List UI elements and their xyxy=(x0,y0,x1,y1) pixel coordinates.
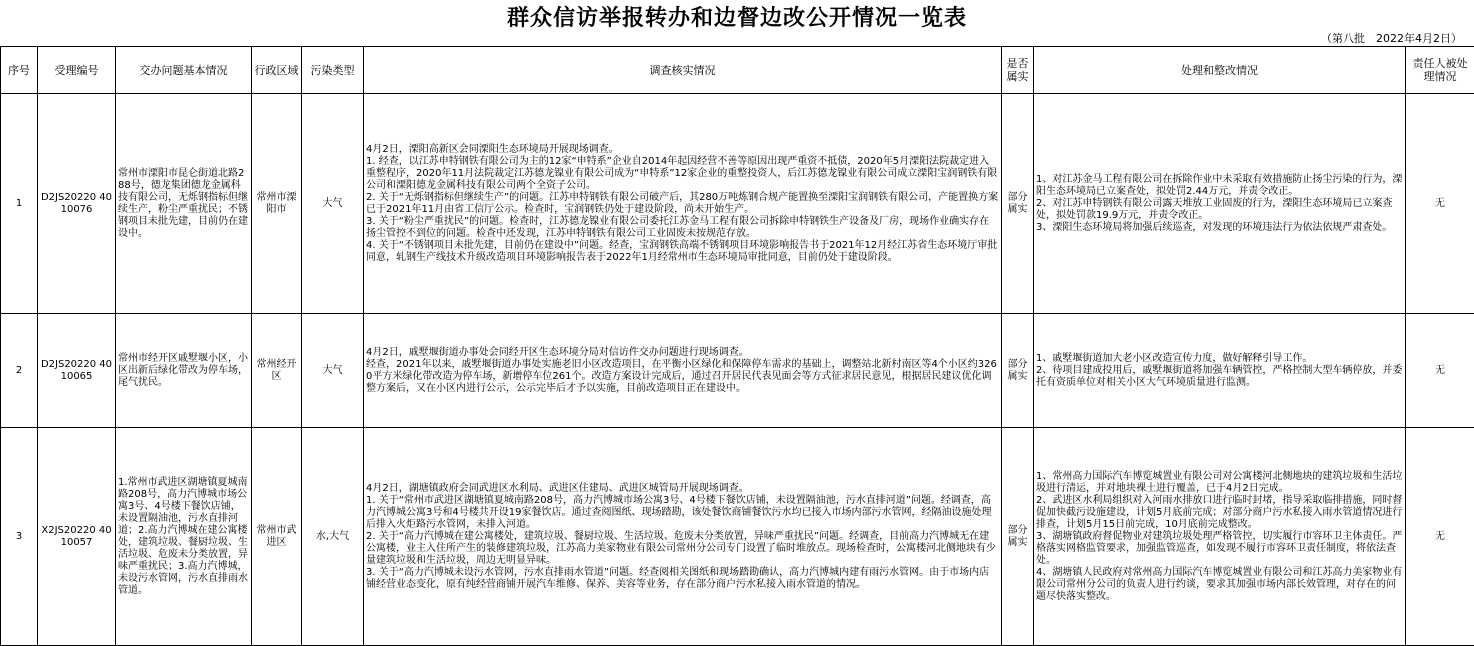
cell-accountability: 无 xyxy=(1406,428,1474,646)
cell-pollution: 水,大气 xyxy=(302,428,364,646)
cell-is-true: 部分属实 xyxy=(1002,428,1034,646)
cell-issue: 常州市经开区戚墅堰小区，小区出新后绿化带改为停车场，尾气扰民。 xyxy=(116,314,252,428)
header-handling: 处理和整改情况 xyxy=(1034,47,1406,94)
cell-is-true: 部分属实 xyxy=(1002,314,1034,428)
cell-accountability: 无 xyxy=(1406,314,1474,428)
header-is-true: 是否属实 xyxy=(1002,47,1034,94)
cell-district: 常州市武进区 xyxy=(252,428,302,646)
report-table xyxy=(0,46,1474,646)
table-row xyxy=(1,428,1474,646)
cell-seq: 1 xyxy=(1,94,38,314)
header-accountability: 责任人被处理情况 xyxy=(1406,47,1474,94)
cell-district: 常州经开区 xyxy=(252,314,302,428)
cell-investigation: 4月2日，溧阳高新区会同溧阳生态环境局开展现场调查。 1. 经查，以江苏申特钢铁有限公司为主的12家“申特系”企业自2014年起因经营不善等原因出现严重资不抵债，2020年5月溧阳法院裁定进入重整程序，2020年11月法院裁定江苏德龙镍业有限公司成为“申特系”12家企业的重整投资人，后江苏德龙镍业有限公司成立溧阳宝润钢铁有限公司和溧阳德龙金属科技有限公司两个全资子公司。 2. 关于“无烁钢指标但继续生产”的问题。江苏申特钢铁有限公司破产后，其280万吨炼钢合规产能置换至溧阳宝润钢铁有限公司，产能置换方案已于2021年11月由省工信厅公示。检查时，宝润钢铁仍处于建设阶段，尚未开始生产。 3. 关于“粉尘严重扰民”的问题。检查时，江苏德龙镍业有限公司委托江苏金马工程有限公司拆除申特钢铁生产设备及厂房，现场作业确实存在扬尘管控不到位的问题。检查中还发现，江苏申特钢铁有限公司工业固废未按规范存放。 4. 关于“不锈钢项目未批先建，目前仍在建设中”问题。经查，宝润钢铁高端不锈钢项目环境影响报告书于2021年12月经江苏省生态环境厅审批同意，轧钢生产线技术升级改造项目环境影响报告表于2022年1月经常州市生态环境局审批同意，目前仍处于建设阶段。 xyxy=(364,94,1002,314)
cell-investigation: 4月2日，湖塘镇政府会同武进区水利局、武进区住建局、武进区城管局开展现场调查。 1. 关于“常州市武进区湖塘镇夏城南路208号，高力汽博城市场公寓3号、4号楼下餐饮店铺，未设置隔油池，污水直排河道”问题。经调查，高力汽博城公寓3号和4号楼共开设19家餐饮店。通过查阅图纸、现场踏勘，该处餐饮商铺餐饮污水均已接入市场内部污水管网，经隔油设施处理后排入火炬路污水管网，未排入河道。 2. 关于“高力汽博城在建公寓楼处，建筑垃圾、餐厨垃圾、生活垃圾、危废未分类放置，异味严重扰民”问题。经调查，目前高力汽博城无在建公寓楼，业主入住所产生的装修建筑垃圾，江苏高力美家物业有限公司常州分公司专门设置了临时堆放点。现场检查时，公寓楼河北侧地块有少量建筑垃圾和生活垃圾，周边无明显异味。 3. 关于“高力汽博城未设污水管网，污水直排雨水管道”问题。经查阅相关图纸和现场踏勘确认，高力汽博城内建有雨污水管网。由于市场内店铺经营业态变化，原有纯经营商铺开展汽车维修、保养、美容等业务，存在部分商户污水私接入雨水管道的情况。 xyxy=(364,428,1002,646)
header-investigation: 调查核实情况 xyxy=(364,47,1002,94)
cell-accountability: 无 xyxy=(1406,94,1474,314)
cell-district: 常州市溧阳市 xyxy=(252,94,302,314)
cell-code: X2JS20220 4010057 xyxy=(38,428,116,646)
table-row xyxy=(1,314,1474,428)
cell-investigation: 4月2日，戚墅堰街道办事处会同经开区生态环境分局对信访件交办问题进行现场调查。 经查，2021年以来，戚墅堰街道办事处实施老旧小区改造项目，在平衡小区绿化和保障停车需求的基础上，调整站北新村南区等4个小区约3260平方米绿化带改造为停车场，新增停车位261个。改造方案设计完成后，通过召开居民代表见面会等方式征求居民意见，根据居民建议优化调整方案后，又在小区内进行公示，公示完毕后才予以实施，目前改造项目正在建设中。 xyxy=(364,314,1002,428)
cell-issue: 常州市溧阳市昆仑街道北路288号，德龙集团德龙金属科技有限公司，无烁钢指标但继续生产，粉尘严重扰民；不锈钢项目未批先建，目前仍在建设中。 xyxy=(116,94,252,314)
cell-seq: 2 xyxy=(1,314,38,428)
cell-seq: 3 xyxy=(1,428,38,646)
header-district: 行政区域 xyxy=(252,47,302,94)
cell-issue: 1.常州市武进区湖塘镇夏城南路208号，高力汽博城市场公寓3号、4号楼下餐饮店铺，未设置隔油池，污水直排河道；2.高力汽博城在建公寓楼处，建筑垃圾、餐厨垃圾、生活垃圾、危废未分类放置，异味严重扰民；3.高力汽博城，未设污水管网，污水直排雨水管道。 xyxy=(116,428,252,646)
cell-code: D2JS20220 4010065 xyxy=(38,314,116,428)
cell-handling: 1、戚墅堰街道加大老小区改造宣传力度，做好解释引导工作。 2、待项目建成投用后，戚墅堰街道将加强车辆管控，严格控制大型车辆停放，并委托有资质单位对相关小区大气环境质量进行监测。 xyxy=(1034,314,1406,428)
cell-code: D2JS20220 4010076 xyxy=(38,94,116,314)
table-row xyxy=(1,94,1474,314)
header-pollution: 污染类型 xyxy=(302,47,364,94)
page-title: 群众信访举报转办和边督边改公开情况一览表 xyxy=(0,0,1474,36)
header-issue: 交办问题基本情况 xyxy=(116,47,252,94)
cell-handling: 1、常州高力国际汽车博览城置业有限公司对公寓楼河北侧地块的建筑垃圾和生活垃圾进行清运，并对地块裸土进行覆盖，已于4月2日完成。 2、武进区水利局组织对入河雨水排放口进行临时封堵，指导采取临排措施，同时督促加快截污设施建设，计划5月底前完成；对部分商户污水私接入雨水管道情况进行排查，计划5月15日前完成，10月底前完成整改。 3、湖塘镇政府督促物业对建筑垃圾处理严格管控，切实履行市容环卫主体责任。严格落实网格监管要求，加强监管巡查，如发现不履行市容环卫责任制度，将依法查处。 4、湖塘镇人民政府对常州高力国际汽车博览城置业有限公司和江苏高力美家物业有限公司常州分公司的负责人进行约谈，要求其加强市场内部长效管理，对存在的问题尽快落实整改。 xyxy=(1034,428,1406,646)
header-seq: 序号 xyxy=(1,47,38,94)
cell-pollution: 大气 xyxy=(302,94,364,314)
header-row xyxy=(1,47,1474,94)
cell-pollution: 大气 xyxy=(302,314,364,428)
cell-is-true: 部分属实 xyxy=(1002,94,1034,314)
header-code: 受理编号 xyxy=(38,47,116,94)
batch-info: （第八批 2022年4月2日） xyxy=(1321,32,1462,46)
cell-handling: 1、对江苏金马工程有限公司在拆除作业中未采取有效措施防止扬尘污染的行为，溧阳生态环境局已立案查处，拟处罚2.44万元，并责令改正。 2、对江苏申特钢铁有限公司露天堆放工业固废的行为，溧阳生态环境局已立案查处，拟处罚款19.9万元，并责令改正。 3、溧阳生态环境局将加强后续巡查，对发现的环境违法行为依法依规严肃查处。 xyxy=(1034,94,1406,314)
